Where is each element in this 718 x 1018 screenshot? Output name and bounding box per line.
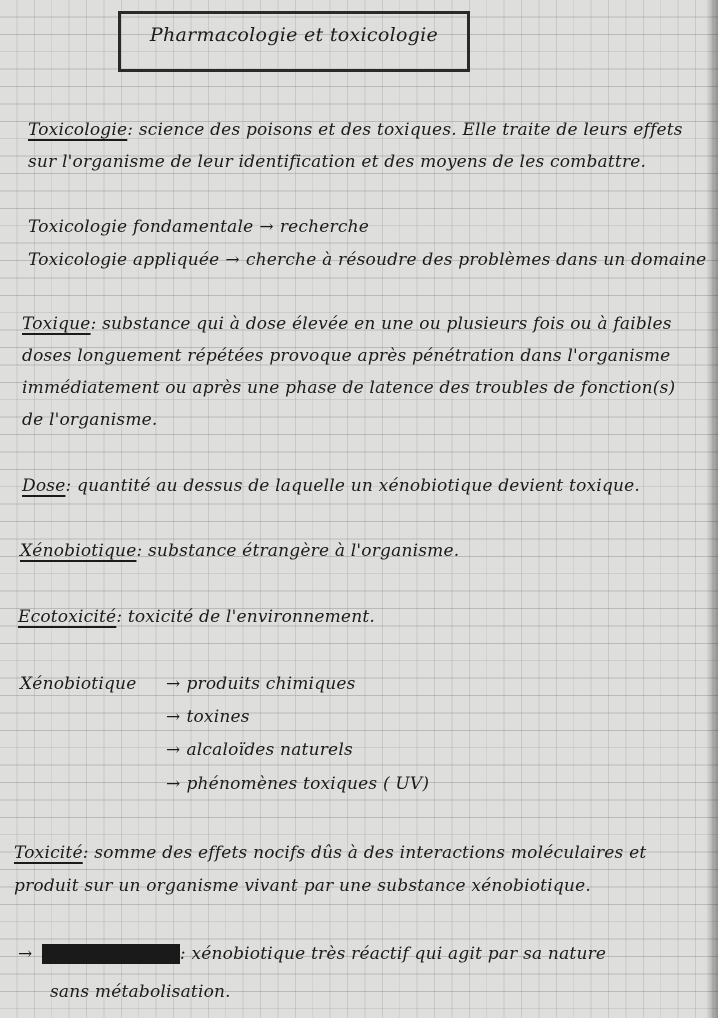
list-item-text: produits chimiques <box>186 674 356 694</box>
bullet-arrow-icon: → <box>18 944 33 964</box>
arrow-icon: → <box>166 774 181 794</box>
list-item-text: phénomènes toxiques ( UV) <box>186 774 430 794</box>
list-item <box>160 674 356 694</box>
toxicologie-definition-line2: sur l'organisme de leur identification et des moyens de les combattre. <box>28 152 647 172</box>
arrow-icon: → <box>166 674 181 694</box>
arrow-icon: → <box>225 250 240 270</box>
toxicite-directe-line2: sans métabolisation. <box>50 982 231 1002</box>
list-item <box>160 774 429 794</box>
toxicologie-text-1: : science des poisons et des toxiques. Elle traite de leurs effets <box>127 120 683 140</box>
term-toxicologie: Toxicologie <box>28 120 128 140</box>
appliquee-text: cherche à résoudre des problèmes dans un domaine <box>245 250 707 270</box>
term-ecotoxicite: Ecotoxicité <box>18 607 117 627</box>
dose-text: : quantité au dessus de laquelle un xénobiotique devient toxique. <box>65 476 641 496</box>
page-edge-shadow <box>706 0 718 1018</box>
toxique-definition-line4: de l'organisme. <box>22 410 158 430</box>
dose-definition <box>22 476 640 496</box>
toxicite-directe-line1 <box>18 944 606 964</box>
toxicite-definition-line1 <box>14 843 646 863</box>
toxicologie-fondamentale-line <box>28 217 369 237</box>
xenobiotique-text: : substance étrangère à l'organisme. <box>136 541 460 561</box>
toxique-text-1: : substance qui à dose élevée en une ou plusieurs fois ou à faibles <box>90 314 672 334</box>
ecotoxicite-definition <box>18 607 375 627</box>
xenobiotique-definition <box>20 541 459 561</box>
title-box <box>118 11 470 72</box>
list-item-text: alcaloïdes naturels <box>186 740 353 760</box>
toxique-definition-line2: doses longuement répétées provoque après pénétration dans l'organisme <box>22 346 671 366</box>
xenobiotique-list-label: Xénobiotique <box>20 674 137 694</box>
fondamentale-text: recherche <box>279 217 370 237</box>
arrow-icon: → <box>259 217 274 237</box>
toxique-definition-line1 <box>22 314 672 334</box>
term-toxicite: Toxicité <box>14 843 83 863</box>
toxicite-definition-line2: produit sur un organisme vivant par une substance xénobiotique. <box>14 876 591 896</box>
struck-out-term: toxicité directe <box>44 944 178 964</box>
toxicite-text-1: : somme des effets nocifs dûs à des interactions moléculaires et <box>82 843 647 863</box>
toxicologie-appliquee-line <box>28 250 706 270</box>
list-item-text: toxines <box>186 707 250 727</box>
page-title: Pharmacologie et toxicologie <box>149 24 439 46</box>
toxique-definition-line3: immédiatement ou après une phase de latence des troubles de fonction(s) <box>22 378 676 398</box>
xenobiotique-list-heading <box>20 674 136 694</box>
list-item <box>160 740 353 760</box>
appliquee-label: Toxicologie appliquée <box>28 250 220 270</box>
arrow-icon: → <box>166 740 181 760</box>
term-xenobiotique: Xénobiotique <box>20 541 137 561</box>
directe-text-1: : xénobiotique très réactif qui agit par sa nature <box>179 944 607 964</box>
list-item <box>160 707 250 727</box>
fondamentale-label: Toxicologie fondamentale <box>28 217 254 237</box>
term-toxique: Toxique <box>22 314 91 334</box>
ecotoxicite-text: : toxicité de l'environnement. <box>116 607 375 627</box>
toxicologie-definition-line1 <box>28 120 683 140</box>
arrow-icon: → <box>166 707 181 727</box>
term-dose: Dose <box>22 476 66 496</box>
